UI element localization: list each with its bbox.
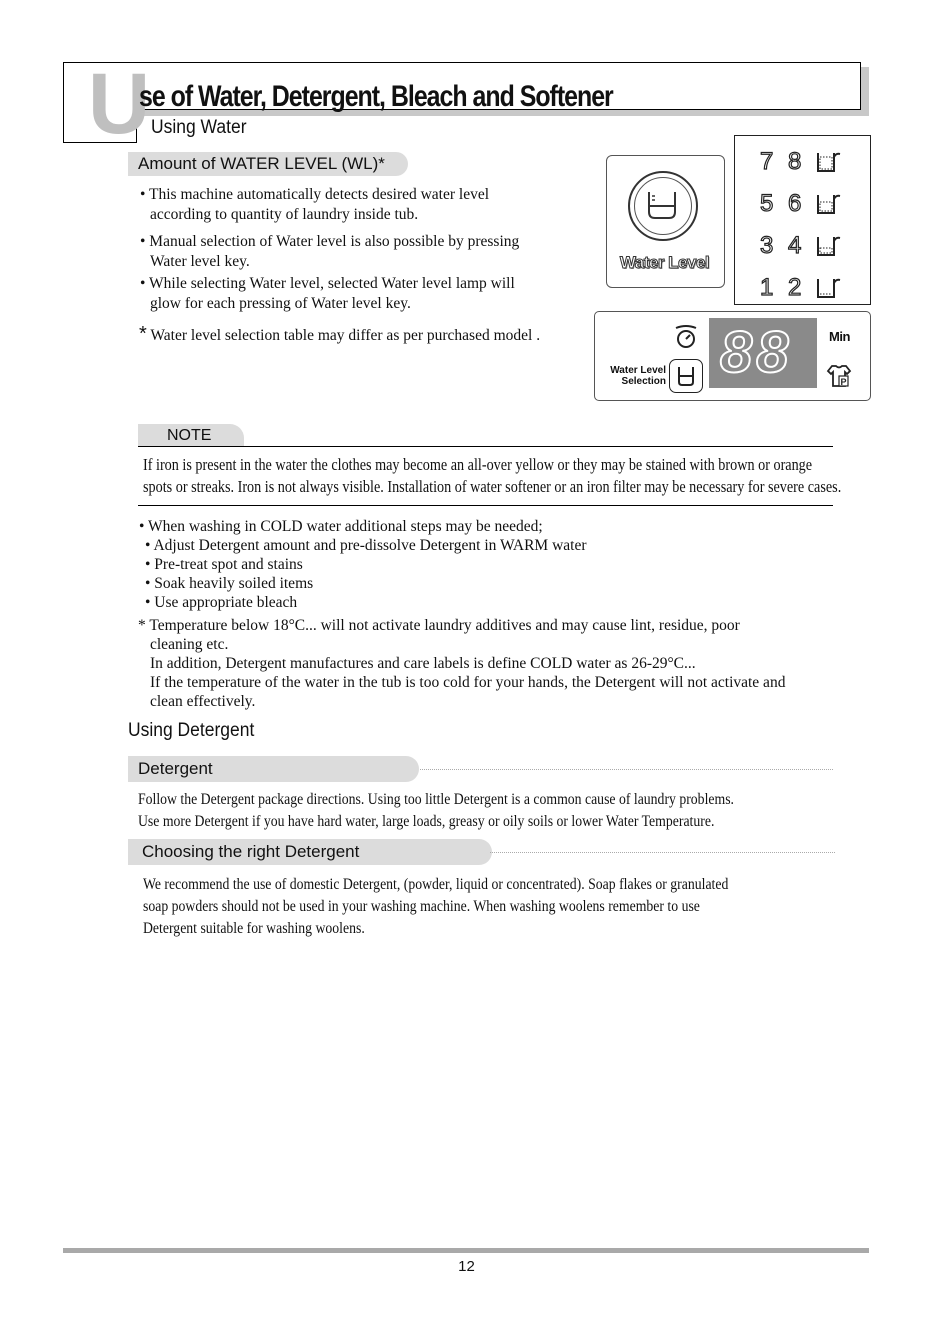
using-detergent-heading: Using Detergent [128, 720, 255, 741]
level-2: 2 [788, 274, 802, 301]
bullet-1-line-1: • This machine automatically detects desired water level [140, 186, 490, 203]
note-rule-bottom [138, 505, 833, 506]
bullet-3-line-1: • While selecting Water level, selected Water level lamp will [140, 275, 515, 292]
note-text [143, 454, 841, 498]
bullet-2-line-2: Water level key. [150, 253, 250, 270]
temp-line-4: If the temperature of the water in the tub is too cold for your hands, the Detergent will not activate and [150, 674, 786, 691]
temp-line-3: In addition, Detergent manufactures and care labels is define COLD water as 26-29°C... [150, 655, 696, 672]
cold-step-1: • Adjust Detergent amount and pre-dissolve Detergent in WARM water [145, 537, 587, 554]
cold-step-4: • Use appropriate bleach [145, 594, 298, 611]
note-label: NOTE [138, 424, 244, 446]
selection-label-line-1: Water Level [610, 365, 666, 376]
level-6: 6 [788, 190, 802, 217]
page-number: 12 [458, 1258, 475, 1275]
svg-text:P: P [840, 377, 847, 387]
tub-full-icon [816, 151, 842, 173]
page-subtitle: Using Water [151, 117, 247, 138]
temp-line-5: clean effectively. [150, 693, 256, 710]
display-digits: 88 [720, 320, 793, 385]
detergent-paragraph [138, 789, 734, 833]
tub-small-icon [670, 360, 702, 392]
level-row-top [760, 141, 842, 183]
water-level-lamps [760, 141, 842, 309]
cold-step-3: • Soak heavily soiled items [145, 575, 314, 592]
cold-step-2: • Pre-treat spot and stains [145, 556, 303, 573]
temp-line-1: * Temperature below 18°C... will not activate laundry additives and may cause lint, residue, poor [138, 617, 740, 634]
bullet-2-line-1: • Manual selection of Water level is also possible by pressing [140, 233, 520, 250]
choosing-line-3: Detergent suitable for washing woolens. [143, 920, 365, 937]
level-4: 4 [788, 232, 802, 259]
detergent-line-2: Use more Detergent if you have hard water, large loads, greasy or oily soils or lower Water Temperature. [138, 813, 715, 830]
weight-sensor-icon [674, 324, 698, 350]
choosing-line-1: We recommend the use of domestic Detergent, (powder, liquid or concentrated). Soap flakes or granulated [143, 876, 729, 893]
choosing-bar-rule [490, 852, 835, 853]
shirt-icon [826, 364, 852, 388]
level-row-2 [760, 183, 842, 225]
choosing-detergent-bar: Choosing the right Detergent [128, 839, 492, 865]
detergent-bar: Detergent [128, 756, 419, 782]
temperature-note [138, 616, 785, 711]
water-level-heading: Amount of WATER LEVEL (WL)* [128, 152, 408, 176]
tub-high-icon [816, 193, 842, 215]
min-label: Min [829, 329, 850, 344]
level-1: 1 [760, 274, 774, 301]
selection-label-line-2: Selection [621, 376, 666, 387]
water-level-button-label: Water Level [619, 253, 710, 272]
water-level-bullets [140, 185, 519, 314]
level-3: 3 [760, 232, 774, 259]
level-5: 5 [760, 190, 774, 217]
bullet-3-line-2: glow for each pressing of Water level key. [150, 295, 411, 312]
bullet-1-line-2: according to quantity of laundry inside tub. [150, 206, 419, 223]
water-level-selection-label [600, 365, 666, 387]
level-8: 8 [788, 148, 802, 175]
note-rule-top [138, 446, 833, 447]
level-7: 7 [760, 148, 774, 175]
cold-water-intro: • When washing in COLD water additional steps may be needed; [139, 518, 543, 535]
footnote-star: * [139, 323, 147, 345]
tub-icon [646, 190, 678, 220]
water-level-selection-button[interactable] [669, 359, 703, 393]
footer-rule [63, 1248, 869, 1253]
temp-line-2: cleaning etc. [150, 636, 229, 653]
note-line-1: If iron is present in the water the clothes may become an all-over yellow or they may be stained with brown or orange [143, 455, 813, 474]
cold-water-list [139, 517, 587, 612]
water-level-footnote [139, 324, 540, 346]
tub-medium-icon [816, 235, 842, 257]
footnote-text: Water level selection table may differ as per purchased model . [150, 327, 541, 344]
level-row-3 [760, 225, 842, 267]
detergent-bar-rule [420, 769, 833, 770]
note-line-2: spots or streaks. Iron is not always visible. Installation of water softener or an iron filter may be necessary for severe cases. [143, 477, 842, 496]
level-row-bottom [760, 267, 842, 309]
tub-low-icon [816, 277, 842, 299]
header-initial-letter: U [88, 56, 149, 152]
choosing-line-2: soap powders should not be used in your washing machine. When washing woolens remember to use [143, 898, 700, 915]
page-title: se of Water, Detergent, Bleach and Softener [139, 80, 613, 113]
choosing-paragraph [143, 874, 728, 940]
detergent-line-1: Follow the Detergent package directions. Using too little Detergent is a common cause of laundry problems. [138, 791, 734, 808]
